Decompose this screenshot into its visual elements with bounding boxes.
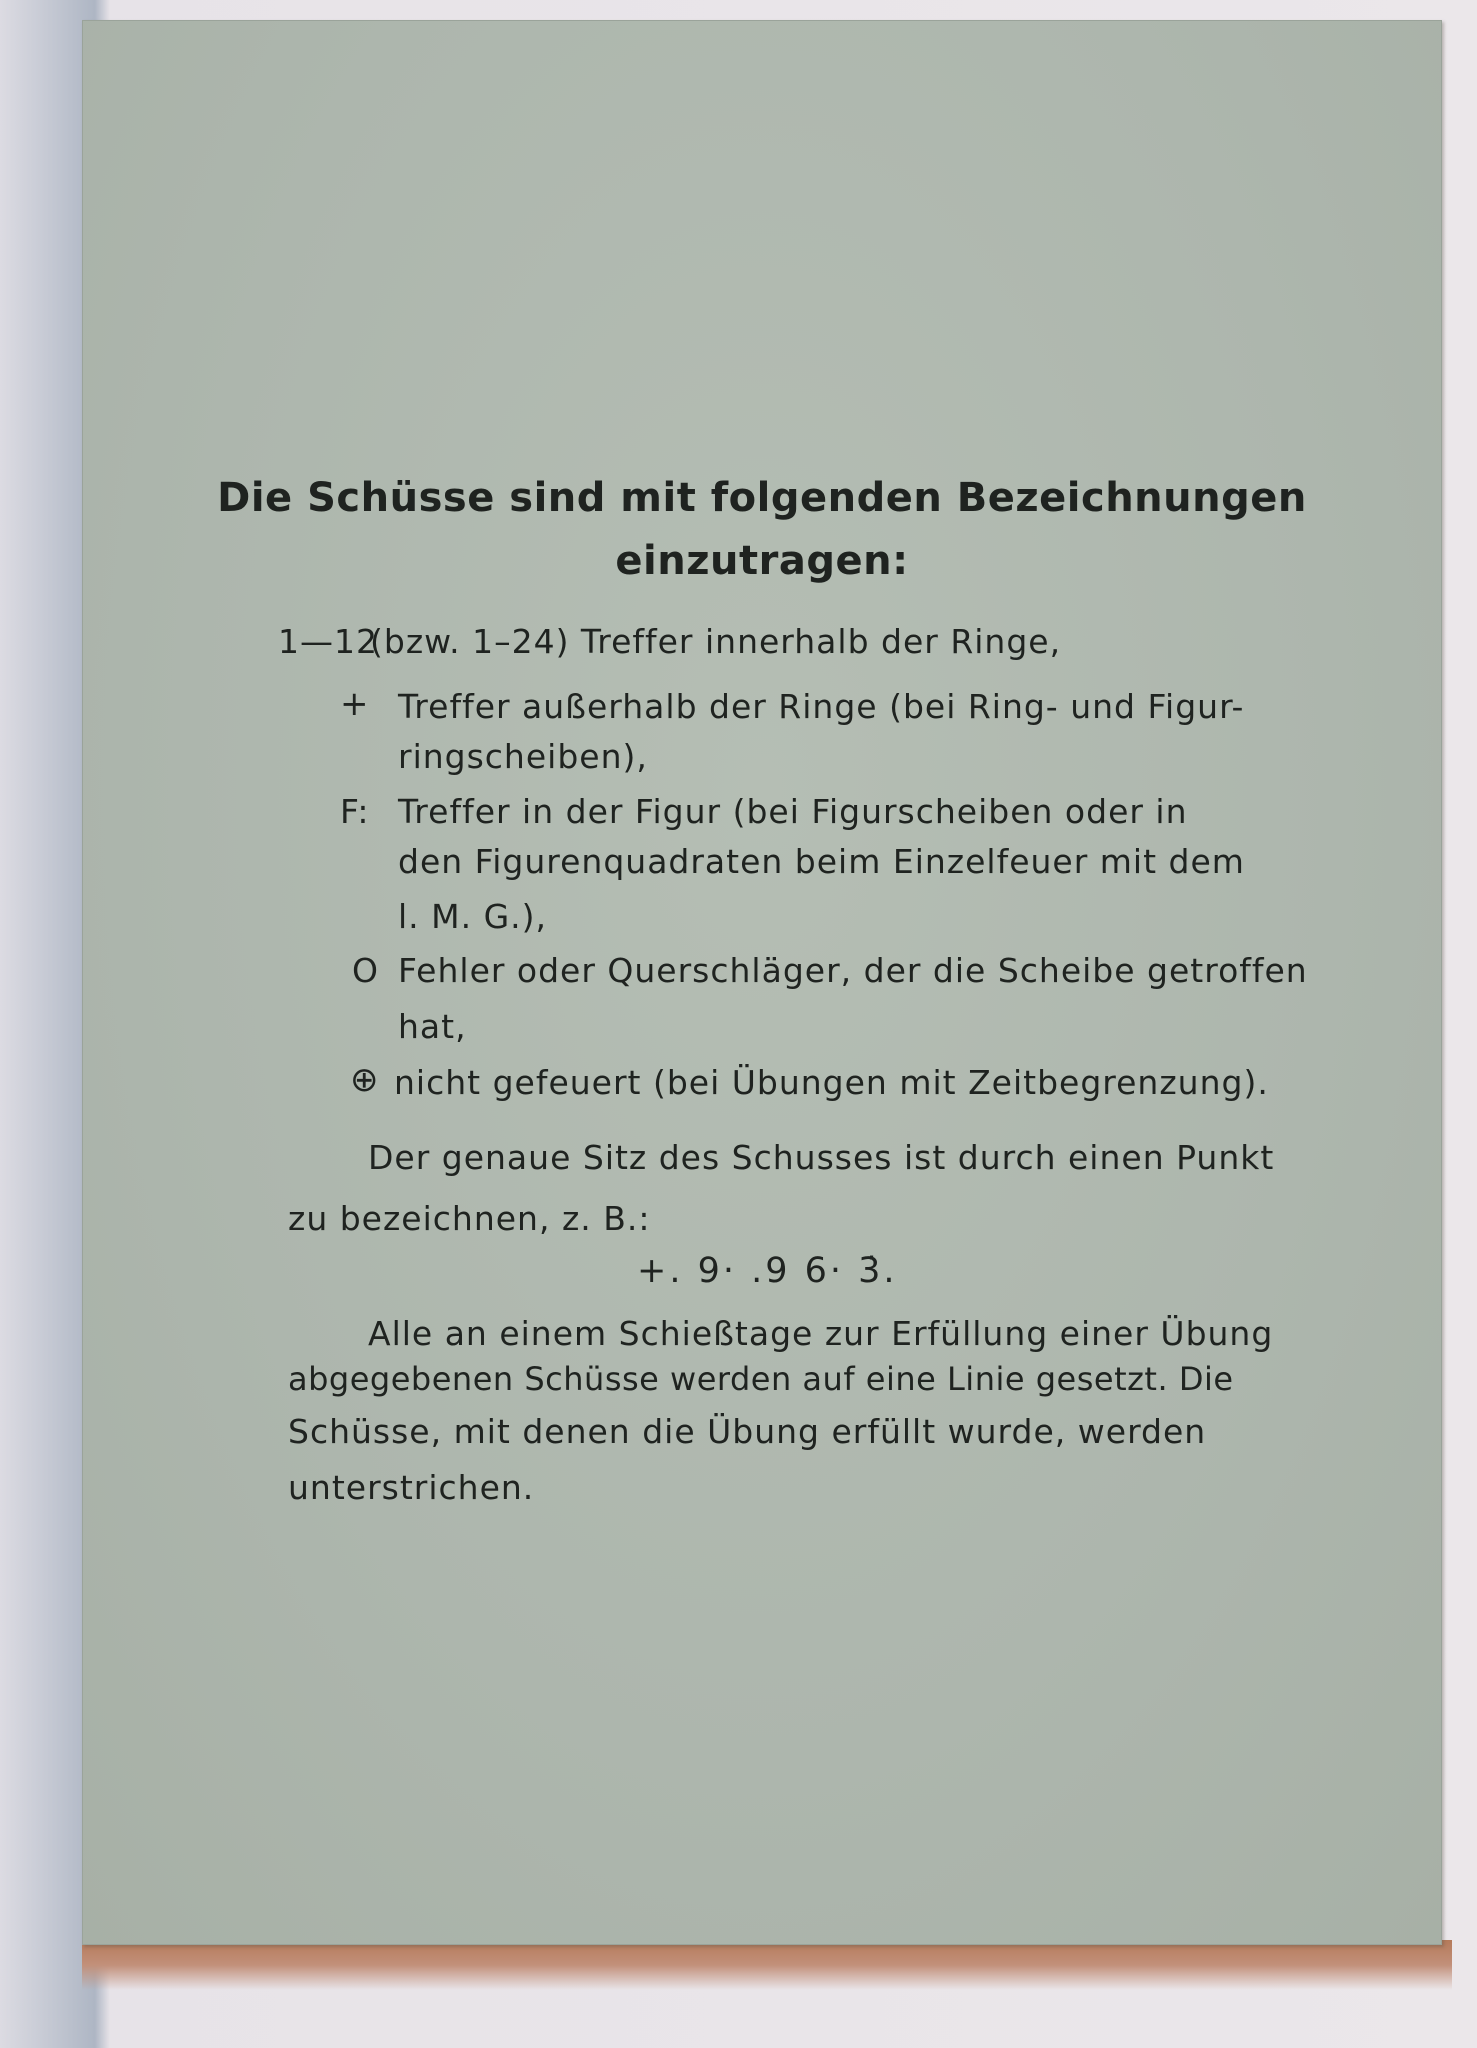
crossed-circle-symbol: ⊕ [350,1060,380,1100]
legend-text-miss-cont: hat, [398,1007,467,1046]
legend-text-figure: Treffer in der Figur (bei Figurscheiben oder in [398,792,1188,831]
legend-text-figure-cont1: den Figurenquadraten beim Einzelfeuer mit dem [398,842,1245,881]
paragraph1-line2: zu bezeichnen, z. B.: [288,1199,651,1238]
paragraph1-line1: Der genaue Sitz des Schusses ist durch einen Punkt [368,1138,1275,1177]
heading-line-2: einzutragen: [615,538,909,584]
legend-text-miss: Fehler oder Querschläger, der die Scheibe getroffen [398,951,1308,990]
legend-text-figure-cont2: l. M. G.), [398,897,548,936]
paragraph2-line2: abgegebenen Schüsse werden auf eine Linie gesetzt. Die [288,1360,1234,1398]
legend-symbol-ring-hits: 1—12 [278,622,378,661]
legend-text-outside-cont: ringscheiben), [398,737,648,776]
booklet-page [82,20,1442,1945]
circle-symbol: O [352,951,379,990]
page-shadow [82,1940,1452,1990]
paragraph2-line1: Alle an einem Schießtage zur Erfüllung einer Übung [368,1314,1274,1353]
legend-text-ring-hits: (bzw. 1–24) Treffer innerhalb der Ringe, [370,622,1062,661]
legend-text-outside: Treffer außerhalb der Ringe (bei Ring- und Figur- [398,687,1245,726]
legend-text-not-fired: nicht gefeuert (bei Übungen mit Zeitbegrenzung). [394,1063,1269,1102]
plus-symbol: + [340,684,370,724]
paragraph2-line4: unterstrichen. [288,1468,535,1507]
heading-line-1: Die Schüsse sind mit folgenden Bezeichnungen [217,475,1307,521]
example-notation: +. 9· .9 6· 3̇. [637,1251,898,1291]
legend-symbol-figure: F: [340,792,370,831]
paragraph2-line3: Schüsse, mit denen die Übung erfüllt wurde, werden [288,1412,1207,1451]
